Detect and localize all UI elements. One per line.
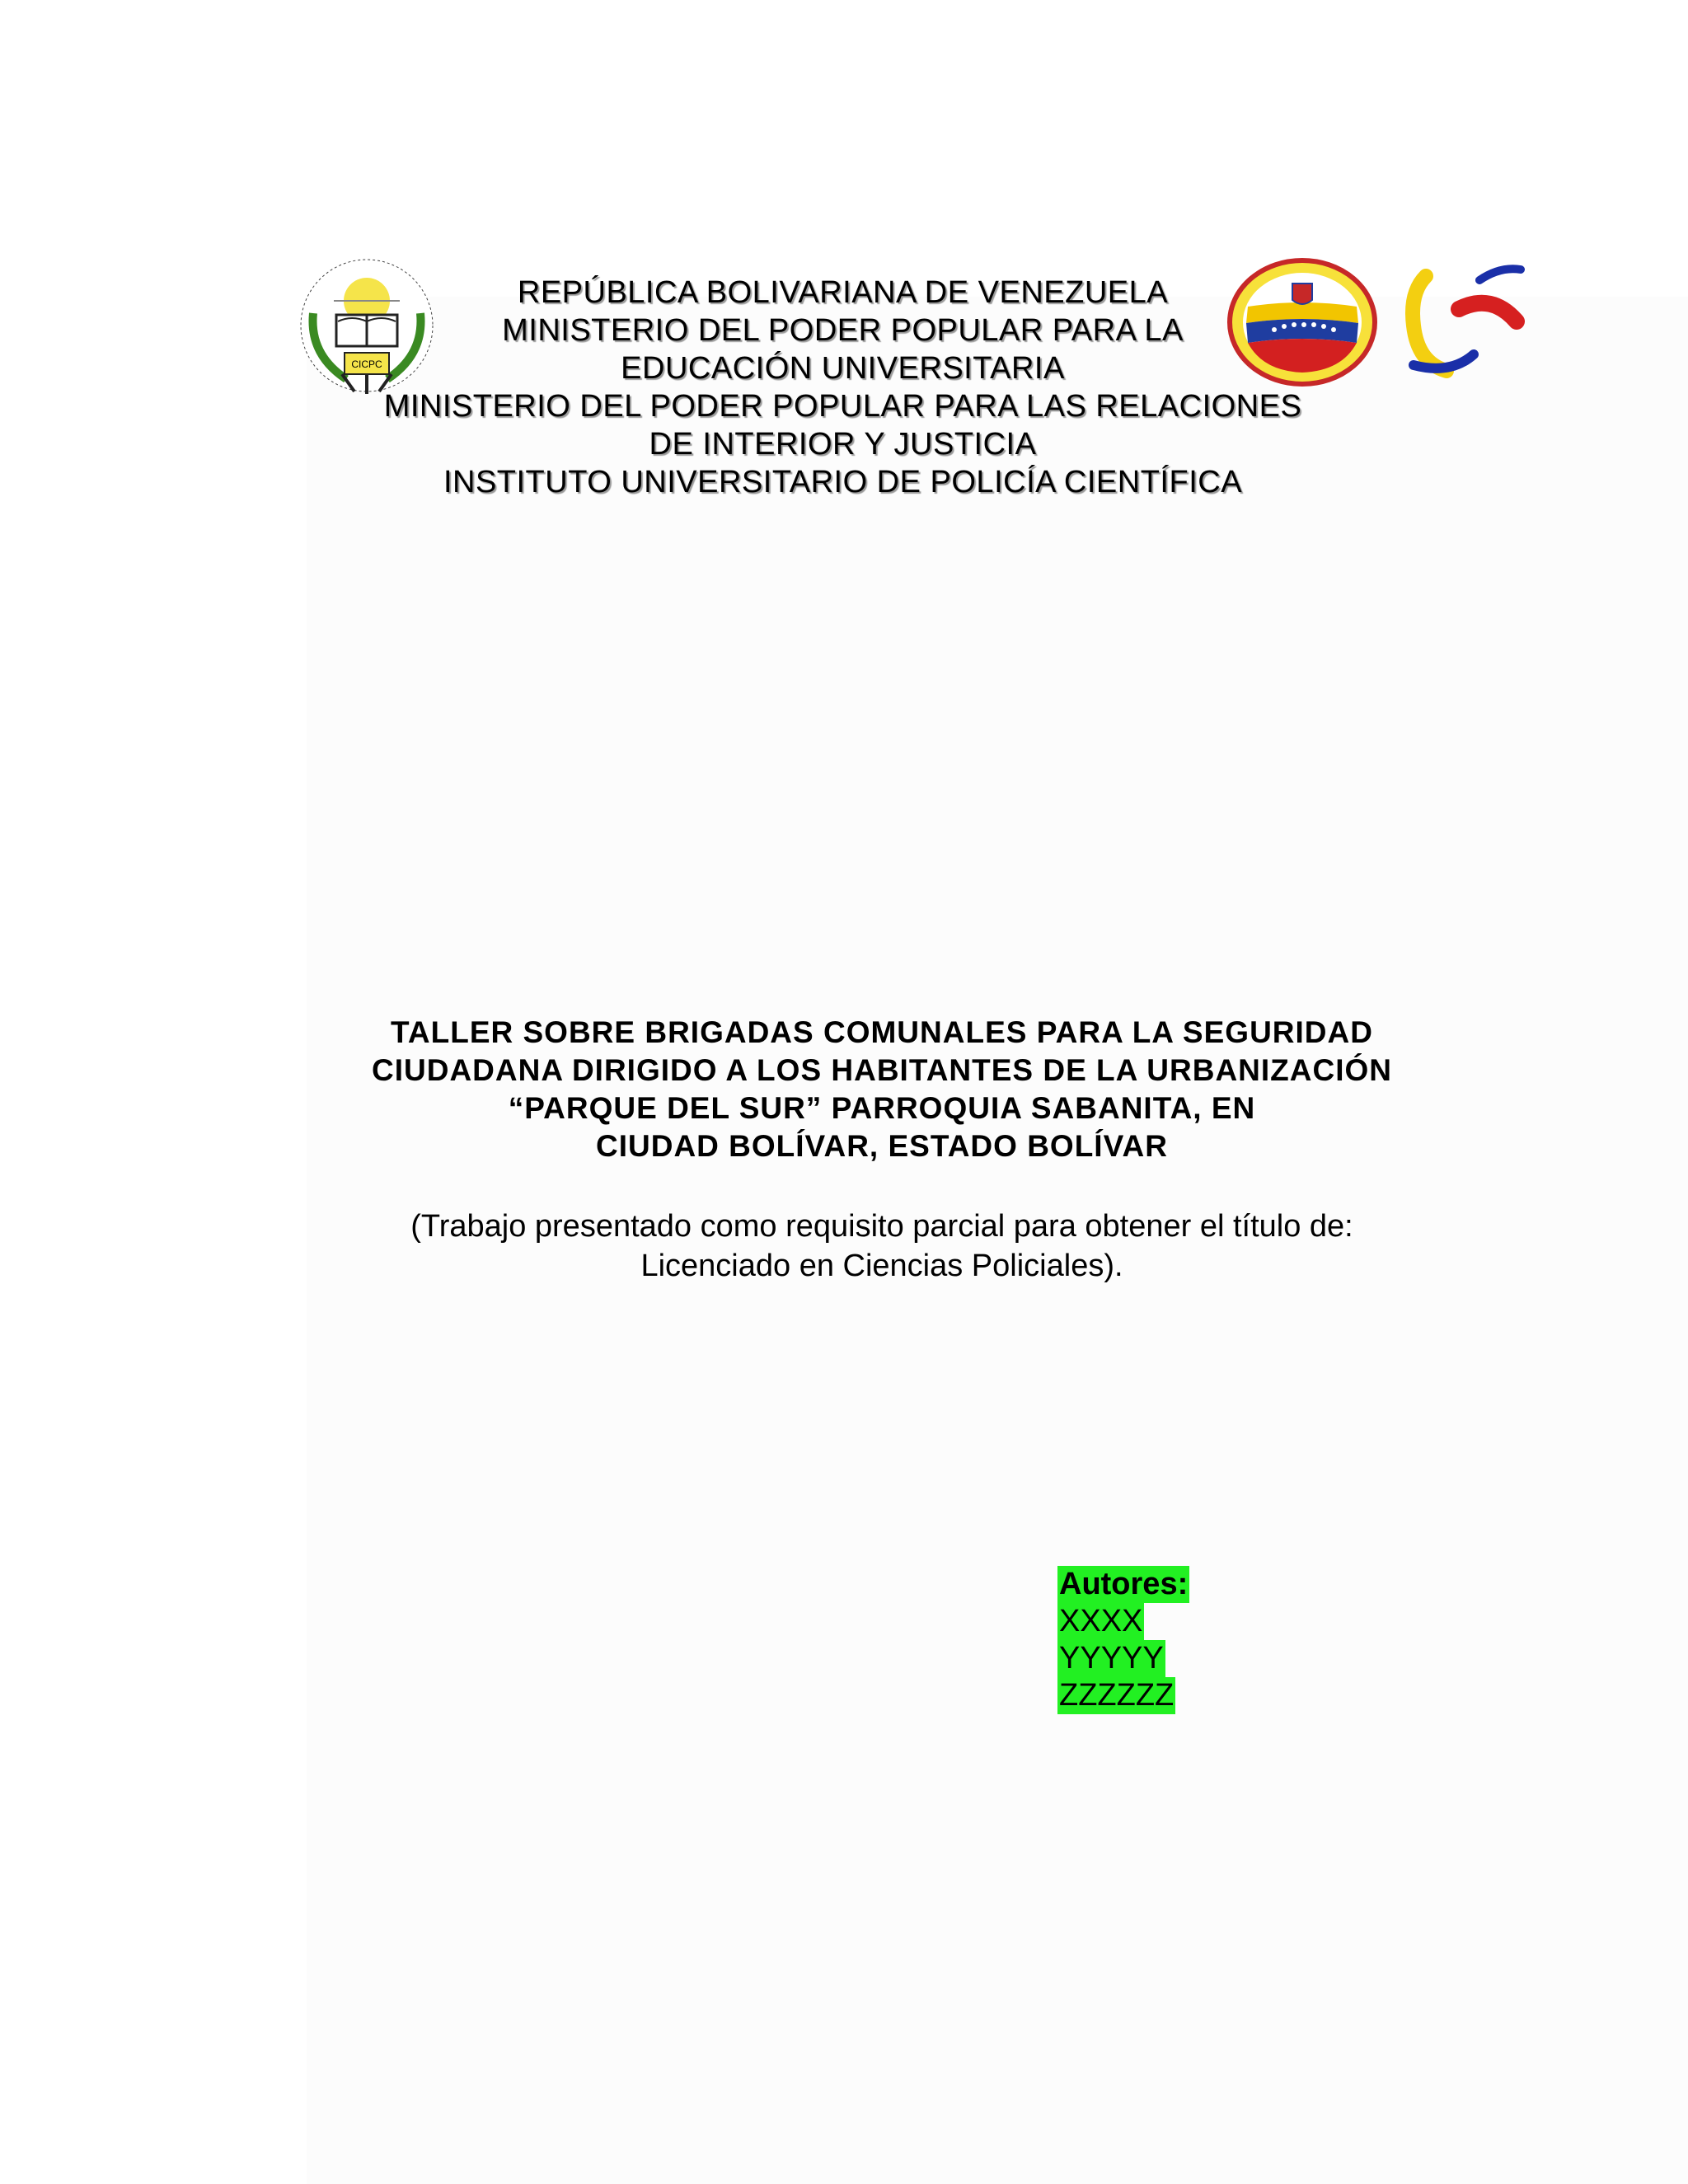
header-line-republic: REPÚBLICA BOLIVARIANA DE VENEZUELA xyxy=(517,275,1169,310)
header-line-ministry-interior-1: MINISTERIO DEL PODER POPULAR PARA LAS RELACIONES xyxy=(383,389,1302,424)
header-line-ministry-interior-2: DE INTERIOR Y JUSTICIA xyxy=(649,427,1037,462)
document-title-line: TALLER SOBRE BRIGADAS COMUNALES PARA LA SEGURIDAD xyxy=(391,1015,1373,1049)
author-name: ZZZZZZ xyxy=(1059,1678,1175,1713)
author-name: XXXX xyxy=(1059,1604,1143,1638)
requirement-note-line: Licenciado en Ciencias Policiales). xyxy=(640,1249,1123,1283)
university-swoosh-logo-icon xyxy=(1401,260,1525,383)
header-line-institute: INSTITUTO UNIVERSITARIO DE POLICÍA CIENTÍFICA xyxy=(443,465,1243,499)
document-title-line: “PARQUE DEL SUR” PARROQUIA SABANITA, EN xyxy=(508,1091,1256,1125)
header-line-ministry-education-1: MINISTERIO DEL PODER POPULAR PARA LA xyxy=(502,313,1184,348)
document-title-line: CIUDADANA DIRIGIDO A LOS HABITANTES DE LA URBANIZACIÓN xyxy=(372,1053,1392,1087)
authors-label: Autores: xyxy=(1059,1567,1189,1601)
requirement-note-line: (Trabajo presentado como requisito parcial para obtener el título de: xyxy=(410,1209,1353,1244)
document-title-line: CIUDAD BOLÍVAR, ESTADO BOLÍVAR xyxy=(596,1129,1168,1163)
authors-block xyxy=(1057,1566,1189,1714)
author-name: YYYYY xyxy=(1059,1641,1164,1675)
svg-text:CICPC: CICPC xyxy=(351,359,382,370)
header-line-ministry-education-2: EDUCACIÓN UNIVERSITARIA xyxy=(621,351,1065,386)
